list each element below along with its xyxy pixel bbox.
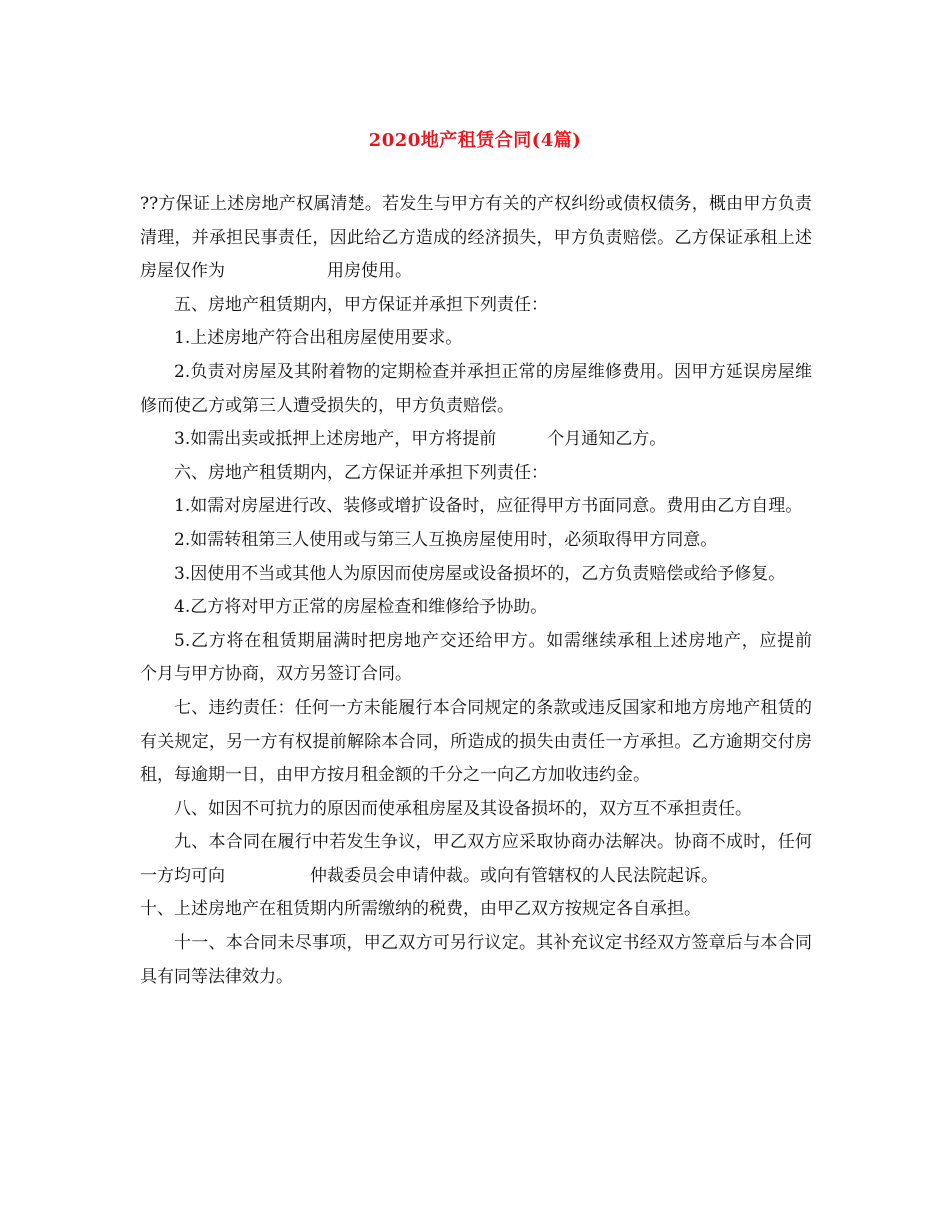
paragraph-12: 七、违约责任：任何一方未能履行本合同规定的条款或违反国家和地方房地产租赁的有关规定，另一方有权提前解除本合同，所造成的损失由责任一方承担。乙方逾期交付房租，每逾期一日，由甲方按月租金额的千分之一向乙方加收违约金。 <box>140 697 812 786</box>
paragraph-1: ??方保证上述房地产权属清楚。若发生与甲方有关的产权纠纷或债权债务，概由甲方负责清理，并承担民事责任，因此给乙方造成的经济损失，甲方负责赔偿。乙方保证承租上述房屋仅作为 用房使用。 <box>140 194 812 282</box>
paragraph-14: 九、本合同在履行中若发生争议，甲乙双方应采取协商办法解决。协商不成时，任何一方均可向 仲裁委员会申请仲裁。或向有管辖权的人民法院起诉。 <box>140 832 812 886</box>
paragraph-15: 十、上述房地产在租赁期内所需缴纳的税费，由甲乙双方按规定各自承担。 <box>140 899 701 920</box>
paragraph-3: 1.上述房地产符合出租房屋使用要求。 <box>174 328 463 349</box>
paragraph-7: 1.如需对房屋进行改、装修或增扩设备时，应征得甲方书面同意。费用由乙方自理。 <box>174 496 803 517</box>
document-title: 2020地产租赁合同(4篇) <box>368 130 582 151</box>
paragraph-10: 4.乙方将对甲方正常的房屋检查和维修给予协助。 <box>174 597 548 618</box>
paragraph-16: 十一、本合同未尽事项，甲乙双方可另行议定。其补充议定书经双方签章后与本合同具有同等法律效力。 <box>140 933 812 987</box>
paragraph-5: 3.如需出卖或抵押上述房地产，甲方将提前 个月通知乙方。 <box>174 429 667 450</box>
paragraph-13: 八、如因不可抗力的原因而使承租房屋及其设备损坏的，双方互不承担责任。 <box>174 798 752 819</box>
document-body <box>140 188 846 994</box>
paragraph-6: 六、房地产租赁期内，乙方保证并承担下列责任： <box>174 462 548 483</box>
paragraph-8: 2.如需转租第三人使用或与第三人互换房屋使用时，必须取得甲方同意。 <box>174 529 718 550</box>
paragraph-4: 2.负责对房屋及其附着物的定期检查并承担正常的房屋维修费用。因甲方延误房屋维修而使乙方或第三人遭受损失的，甲方负责赔偿。 <box>140 361 812 416</box>
paragraph-9: 3.因使用不当或其他人为原因而使房屋或设备损坏的，乙方负责赔偿或给予修复。 <box>174 563 786 584</box>
paragraph-11: 5.乙方将在租赁期届满时把房地产交还给甲方。如需继续承租上述房地产，应提前 个月与甲方协商，双方另签订合同。 <box>140 630 846 685</box>
paragraph-2: 五、房地产租赁期内，甲方保证并承担下列责任： <box>174 294 548 315</box>
